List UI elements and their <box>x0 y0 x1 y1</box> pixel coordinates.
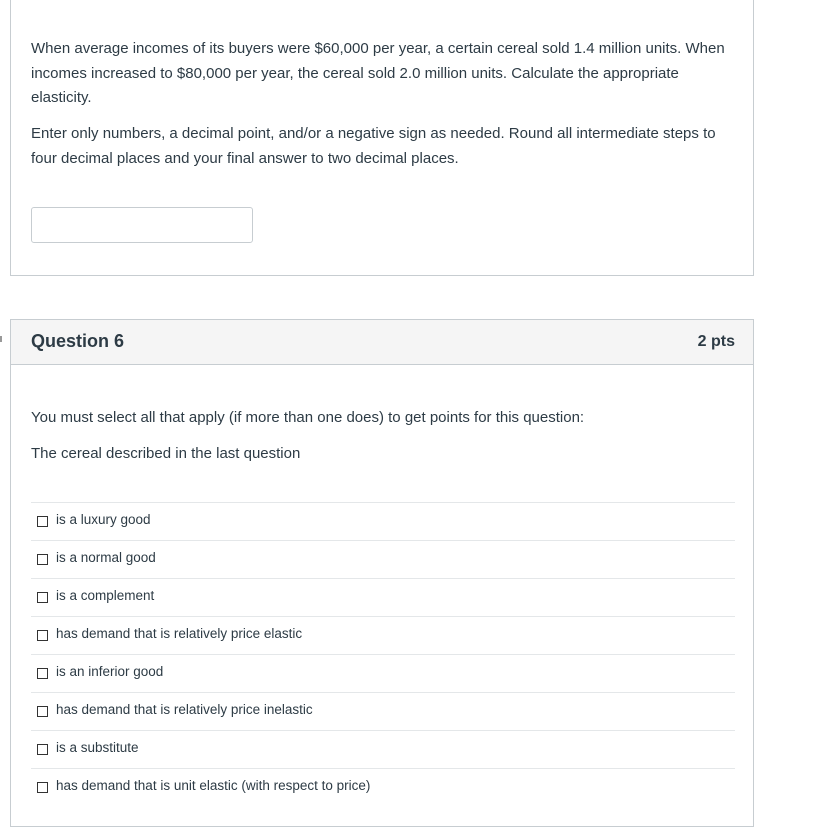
answer-option[interactable] <box>31 692 735 730</box>
answer-list <box>31 502 735 806</box>
answer-label[interactable]: is an inferior good <box>56 664 164 679</box>
checkbox[interactable] <box>37 744 48 755</box>
question-title: Question 6 <box>31 331 125 351</box>
checkbox[interactable] <box>37 630 48 641</box>
question-5-text: When average incomes of its buyers were $60,000 per year, a certain cereal sold 1.4 million units. When incomes increased to $80,000 per year, the cereal sold 2.0 million units. Calculate the appropriate elasticity. <box>31 40 725 106</box>
question-6-prompt: The cereal described in the last question <box>31 445 301 462</box>
checkbox[interactable] <box>37 706 48 717</box>
answer-option[interactable] <box>31 540 735 578</box>
question-5-instructions: Enter only numbers, a decimal point, and/or a negative sign as needed. Round all intermediate steps to four decimal places and your final answer to two decimal places. <box>31 125 716 167</box>
answer-label[interactable]: has demand that is relatively price inelastic <box>56 702 313 717</box>
answer-input[interactable] <box>31 207 253 243</box>
answer-option[interactable] <box>31 730 735 768</box>
answer-label[interactable]: has demand that is relatively price elastic <box>56 626 303 641</box>
question-points: 2 pts <box>697 333 735 350</box>
answer-option[interactable] <box>31 768 735 806</box>
answer-option[interactable] <box>31 502 735 540</box>
answer-label[interactable]: is a substitute <box>56 740 139 755</box>
question-6-text: You must select all that apply (if more than one does) to get points for this question: <box>31 409 585 426</box>
checkbox[interactable] <box>37 592 48 603</box>
answer-label[interactable]: is a luxury good <box>56 512 151 527</box>
left-edge-marker <box>0 336 5 342</box>
answer-label[interactable]: is a normal good <box>56 550 156 565</box>
answer-option[interactable] <box>31 578 735 616</box>
answer-label[interactable]: has demand that is unit elastic (with respect to price) <box>56 778 371 793</box>
answer-option[interactable] <box>31 616 735 654</box>
question-5-card <box>10 0 754 276</box>
answer-label[interactable]: is a complement <box>56 588 155 603</box>
answer-option[interactable] <box>31 654 735 692</box>
question-6-card <box>10 319 754 827</box>
checkbox[interactable] <box>37 554 48 565</box>
checkbox[interactable] <box>37 782 48 793</box>
checkbox[interactable] <box>37 668 48 679</box>
checkbox[interactable] <box>37 516 48 527</box>
question-6-header <box>11 320 753 365</box>
